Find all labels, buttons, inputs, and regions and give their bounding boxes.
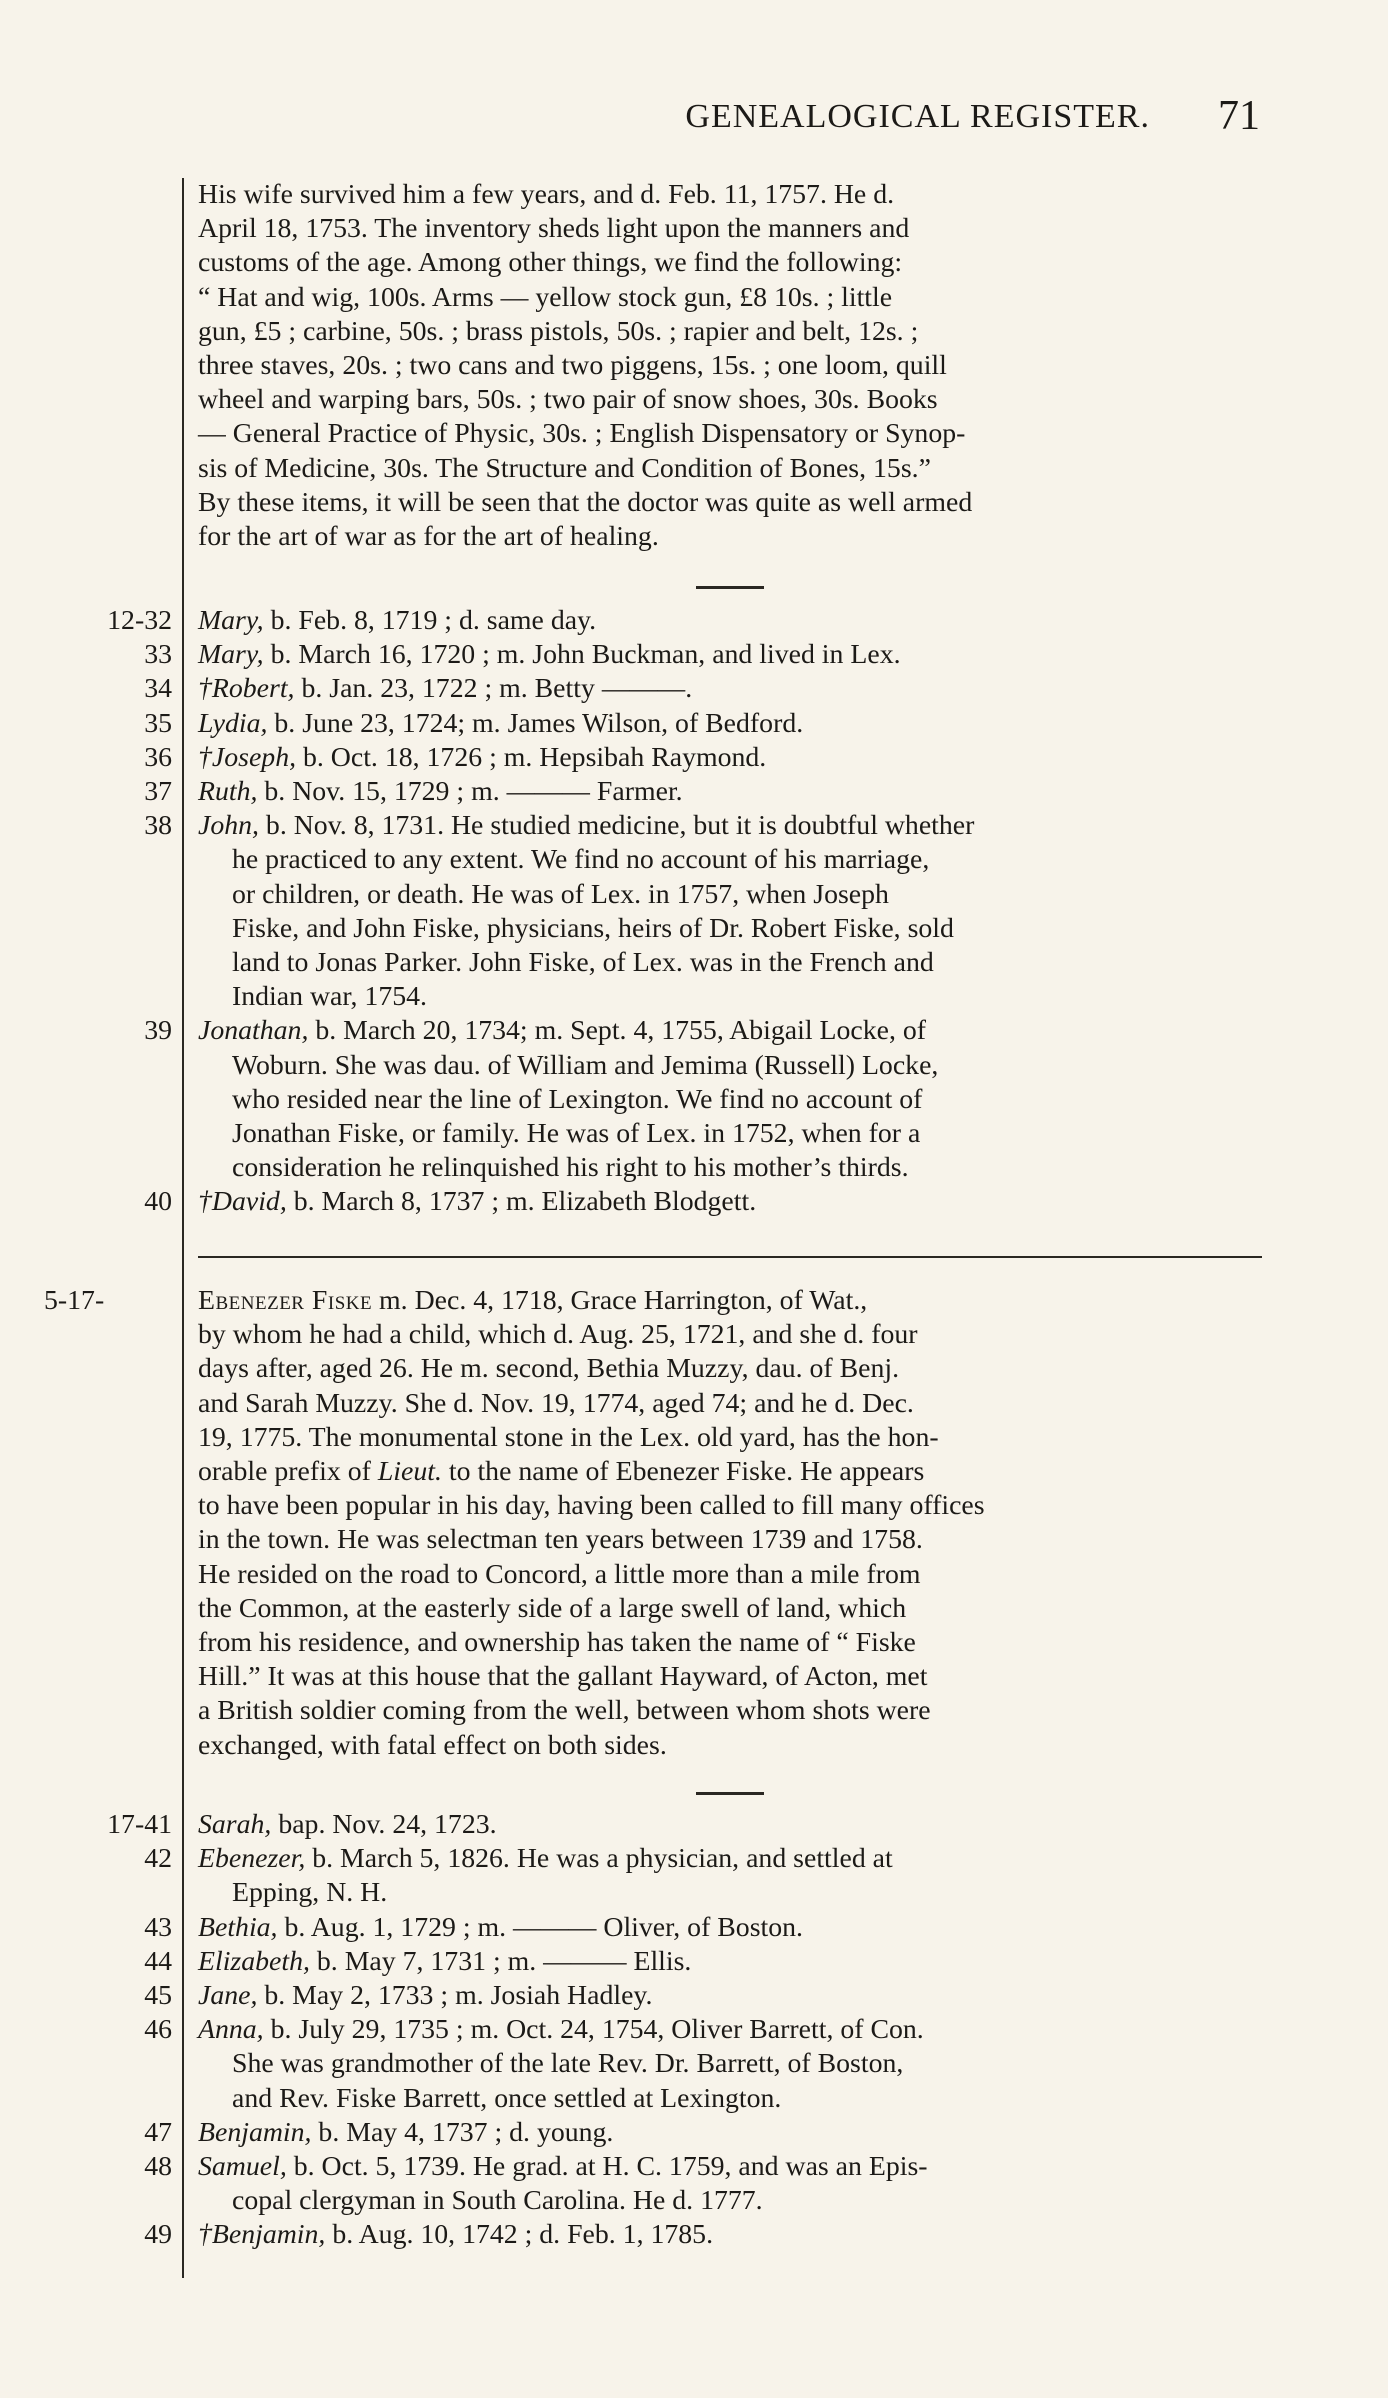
child-entry-line bbox=[198, 741, 1262, 775]
child-entry-line bbox=[198, 2116, 1262, 2150]
text-line: to have been popular in his day, having been called to fill many offices bbox=[198, 1490, 985, 1522]
child-entry-text: b. Jan. 23, 1722 ; m. Betty ———. bbox=[294, 673, 693, 705]
child-entry-line bbox=[198, 672, 1262, 706]
page-number: 71 bbox=[1218, 93, 1260, 139]
text-line: customs of the age. Among other things, we find the following: bbox=[198, 247, 903, 279]
child-entry-line bbox=[198, 843, 1262, 877]
child-name: †Joseph, bbox=[198, 741, 297, 773]
child-entry-line bbox=[198, 2150, 1262, 2184]
child-name: Benjamin, bbox=[198, 2116, 312, 2148]
children-list-2 bbox=[198, 1808, 1262, 2253]
child-number: 39 bbox=[144, 1015, 172, 1047]
child-entry-text: b. Nov. 15, 1729 ; m. ——— Farmer. bbox=[257, 776, 683, 808]
child-number-column bbox=[30, 1808, 172, 2253]
child-entry-text: Indian war, 1754. bbox=[232, 981, 427, 1013]
child-number bbox=[30, 946, 172, 980]
child-entry-line bbox=[198, 1945, 1262, 1979]
child-number: 17-41 bbox=[107, 1809, 172, 1840]
child-number: 46 bbox=[144, 2014, 172, 2046]
child-number: 44 bbox=[144, 1945, 172, 1977]
child-entry-text: She was grandmother of the late Rev. Dr. Barrett, of Boston, bbox=[232, 2048, 904, 2080]
text-line: 19, 1775. The monumental stone in the Lex. old yard, has the hon- bbox=[198, 1421, 939, 1453]
family-head-text: m. Dec. 4, 1718, Grace Harrington, of Wat., bbox=[372, 1285, 868, 1316]
child-entry-line bbox=[198, 1151, 1262, 1185]
child-entry-line bbox=[198, 1842, 1262, 1876]
child-entry-text: Epping, N. H. bbox=[232, 1877, 388, 1909]
child-number bbox=[30, 878, 172, 912]
child-entry-text: b. March 5, 1826. He was a physician, and settled at bbox=[305, 1843, 893, 1875]
child-name: Mary, bbox=[198, 605, 264, 636]
child-number: 38 bbox=[144, 810, 172, 842]
child-number: 45 bbox=[144, 1980, 172, 2012]
child-entry-text: he practiced to any extent. We find no account of his marriage, bbox=[232, 844, 930, 876]
child-number bbox=[30, 1083, 172, 1117]
child-name: Mary, bbox=[198, 639, 264, 671]
child-name: Ebenezer, bbox=[198, 1843, 306, 1875]
child-entry-text: Fiske, and John Fiske, physicians, heirs of Dr. Robert Fiske, sold bbox=[232, 912, 954, 944]
section-rule bbox=[198, 1256, 1262, 1258]
child-number: 43 bbox=[144, 1911, 172, 1943]
child-number: 40 bbox=[144, 1186, 172, 1218]
child-entry-text: b. May 2, 1733 ; m. Josiah Hadley. bbox=[257, 1980, 653, 2012]
child-entry-text: b. Aug. 10, 1742 ; d. Feb. 1, 1785. bbox=[325, 2219, 714, 2251]
child-entry-line bbox=[198, 638, 1262, 672]
child-name: †Benjamin, bbox=[198, 2219, 326, 2251]
child-number: 49 bbox=[144, 2219, 172, 2251]
child-entry-line bbox=[198, 1808, 1262, 1842]
text-line: for the art of war as for the art of healing. bbox=[198, 521, 659, 553]
text-line: April 18, 1753. The inventory sheds light upon the manners and bbox=[198, 213, 910, 245]
child-name: Samuel, bbox=[198, 2151, 287, 2183]
child-number: 47 bbox=[144, 2116, 172, 2148]
child-number bbox=[30, 1151, 172, 1185]
child-number: 36 bbox=[144, 741, 172, 773]
child-entry-text: or children, or death. He was of Lex. in 1757, when Joseph bbox=[232, 878, 889, 910]
child-entry-line bbox=[198, 2184, 1262, 2218]
child-number bbox=[30, 2047, 172, 2081]
child-number: 48 bbox=[144, 2151, 172, 2183]
family-paragraph bbox=[198, 1284, 1262, 1763]
child-number bbox=[30, 1876, 172, 1910]
child-entry-text: b. Nov. 8, 1731. He studied medicine, but it is doubtful whether bbox=[258, 810, 975, 842]
text-line: and Sarah Muzzy. She d. Nov. 19, 1774, aged 74; and he d. Dec. bbox=[198, 1387, 914, 1419]
child-entry-text: b. May 4, 1737 ; d. young. bbox=[311, 2116, 614, 2148]
section-divider bbox=[696, 1792, 764, 1795]
child-entry-text: who resided near the line of Lexington. We find no account of bbox=[232, 1083, 923, 1115]
margin-rule bbox=[182, 178, 184, 2278]
text-line: wheel and warping bars, 50s. ; two pair of snow shoes, 30s. Books bbox=[198, 384, 938, 416]
text-line: orable prefix of Lieut. to the name of Ebenezer Fiske. He appears bbox=[198, 1456, 925, 1488]
child-name: Anna, bbox=[198, 2014, 264, 2046]
child-entry-line bbox=[198, 980, 1262, 1014]
child-name: Jane, bbox=[198, 1980, 258, 2012]
child-entry-line bbox=[198, 809, 1262, 843]
text-line: He resided on the road to Concord, a little more than a mile from bbox=[198, 1558, 921, 1590]
text-line: sis of Medicine, 30s. The Structure and Condition of Bones, 15s.” bbox=[198, 452, 931, 484]
child-entry-text: b. Feb. 8, 1719 ; d. same day. bbox=[263, 605, 597, 636]
child-entry-line bbox=[198, 1014, 1262, 1048]
child-entry-line bbox=[198, 2218, 1262, 2252]
child-name: Sarah, bbox=[198, 1809, 272, 1840]
child-number bbox=[30, 2184, 172, 2218]
child-entry-text: b. Aug. 1, 1729 ; m. ——— Oliver, of Boston. bbox=[277, 1911, 803, 1943]
text-line: the Common, at the easterly side of a large swell of land, which bbox=[198, 1592, 907, 1624]
child-entry-line bbox=[198, 2047, 1262, 2081]
text-line: exchanged, with fatal effect on both sides. bbox=[198, 1729, 667, 1761]
text-line: in the town. He was selectman ten years between 1739 and 1758. bbox=[198, 1524, 923, 1556]
child-entry-text: b. Oct. 5, 1739. He grad. at H. C. 1759, and was an Epis- bbox=[286, 2151, 928, 2183]
child-entry-line bbox=[198, 912, 1262, 946]
text-line: by whom he had a child, which d. Aug. 25, 1721, and she d. four bbox=[198, 1319, 918, 1351]
child-entry-line bbox=[198, 1911, 1262, 1945]
child-number: 33 bbox=[144, 639, 172, 671]
child-number bbox=[30, 2082, 172, 2116]
child-number: 35 bbox=[144, 707, 172, 739]
child-entry-text: b. March 8, 1737 ; m. Elizabeth Blodgett. bbox=[286, 1186, 757, 1218]
running-head: GENEALOGICAL REGISTER. bbox=[685, 98, 1150, 135]
text-line: days after, aged 26. He m. second, Bethia Muzzy, dau. of Benj. bbox=[198, 1353, 900, 1385]
text-line: a British soldier coming from the well, between whom shots were bbox=[198, 1695, 931, 1727]
child-entry-line bbox=[198, 1876, 1262, 1910]
child-entry-text: b. March 20, 1734; m. Sept. 4, 1755, Abigail Locke, of bbox=[308, 1015, 927, 1047]
child-entry-line bbox=[198, 1049, 1262, 1083]
child-entry-text: b. March 16, 1720 ; m. John Buckman, and lived in Lex. bbox=[263, 639, 901, 671]
child-entry-line bbox=[198, 1185, 1262, 1219]
text-line: “ Hat and wig, 100s. Arms — yellow stock gun, £8 10s. ; little bbox=[198, 281, 893, 313]
child-entry-line bbox=[198, 946, 1262, 980]
child-entry-text: Woburn. She was dau. of William and Jemima (Russell) Locke, bbox=[232, 1049, 939, 1081]
child-entry-text: copal clergyman in South Carolina. He d. 1777. bbox=[232, 2185, 763, 2217]
section-divider bbox=[696, 586, 764, 589]
child-number: 42 bbox=[144, 1843, 172, 1875]
child-entry-text: land to Jonas Parker. John Fiske, of Lex. was in the French and bbox=[232, 947, 934, 979]
child-name: Ruth, bbox=[198, 776, 258, 808]
child-entry-text: b. July 29, 1735 ; m. Oct. 24, 1754, Oliver Barrett, of Con. bbox=[263, 2014, 924, 2046]
child-number: 37 bbox=[144, 776, 172, 808]
text-line: His wife survived him a few years, and d. Feb. 11, 1757. He d. bbox=[198, 179, 895, 210]
child-entry-text: consideration he relinquished his right to his mother’s thirds. bbox=[232, 1152, 909, 1184]
family-ref-number: 5-17- bbox=[44, 1285, 105, 1316]
child-name: †Robert, bbox=[198, 673, 295, 705]
child-entry-line bbox=[198, 1083, 1262, 1117]
child-name: Elizabeth, bbox=[198, 1945, 310, 1977]
child-entry-text: b. Oct. 18, 1726 ; m. Hepsibah Raymond. bbox=[296, 741, 767, 773]
page-header bbox=[185, 92, 1260, 142]
child-number bbox=[30, 1049, 172, 1083]
child-entry-text: Jonathan Fiske, or family. He was of Lex. in 1752, when for a bbox=[232, 1118, 921, 1150]
text-line: By these items, it will be seen that the doctor was quite as well armed bbox=[198, 486, 973, 518]
child-entry-text: b. May 7, 1731 ; m. ——— Ellis. bbox=[309, 1945, 692, 1977]
intro-paragraph bbox=[198, 178, 1262, 554]
child-name: Lydia, bbox=[198, 707, 268, 739]
child-entry-line bbox=[198, 2082, 1262, 2116]
child-entry-text: and Rev. Fiske Barrett, once settled at Lexington. bbox=[232, 2082, 782, 2114]
child-entry-line bbox=[198, 2013, 1262, 2047]
family-head-line bbox=[198, 1284, 1262, 1318]
text-line: — General Practice of Physic, 30s. ; English Dispensatory or Synop- bbox=[198, 418, 966, 450]
child-number bbox=[30, 980, 172, 1014]
text-line: from his residence, and ownership has taken the name of “ Fiske bbox=[198, 1627, 916, 1659]
text-line: three staves, 20s. ; two cans and two piggens, 15s. ; one loom, quill bbox=[198, 350, 947, 382]
child-number-column bbox=[30, 604, 172, 1220]
child-entry-line bbox=[198, 707, 1262, 741]
text-line: gun, £5 ; carbine, 50s. ; brass pistols, 50s. ; rapier and belt, 12s. ; bbox=[198, 315, 919, 347]
child-number: 34 bbox=[144, 673, 172, 705]
child-entry-line bbox=[198, 775, 1262, 809]
child-entry-line bbox=[198, 604, 1262, 638]
child-number bbox=[30, 912, 172, 946]
child-number: 12-32 bbox=[107, 605, 172, 636]
child-entry-line bbox=[198, 1117, 1262, 1151]
child-entry-text: b. June 23, 1724; m. James Wilson, of Bedford. bbox=[267, 707, 804, 739]
child-name: Bethia, bbox=[198, 1911, 278, 1943]
family-head-name: Ebenezer Fiske bbox=[198, 1285, 373, 1316]
child-number bbox=[30, 1117, 172, 1151]
children-list-1 bbox=[198, 604, 1262, 1220]
child-name: John, bbox=[198, 810, 259, 842]
child-name: †David, bbox=[198, 1186, 287, 1218]
text-line: Hill.” It was at this house that the gallant Hayward, of Acton, met bbox=[198, 1661, 928, 1693]
child-entry-line bbox=[198, 878, 1262, 912]
child-entry-text: bap. Nov. 24, 1723. bbox=[271, 1809, 497, 1840]
child-entry-line bbox=[198, 1979, 1262, 2013]
child-number bbox=[30, 843, 172, 877]
child-name: Jonathan, bbox=[198, 1015, 309, 1047]
